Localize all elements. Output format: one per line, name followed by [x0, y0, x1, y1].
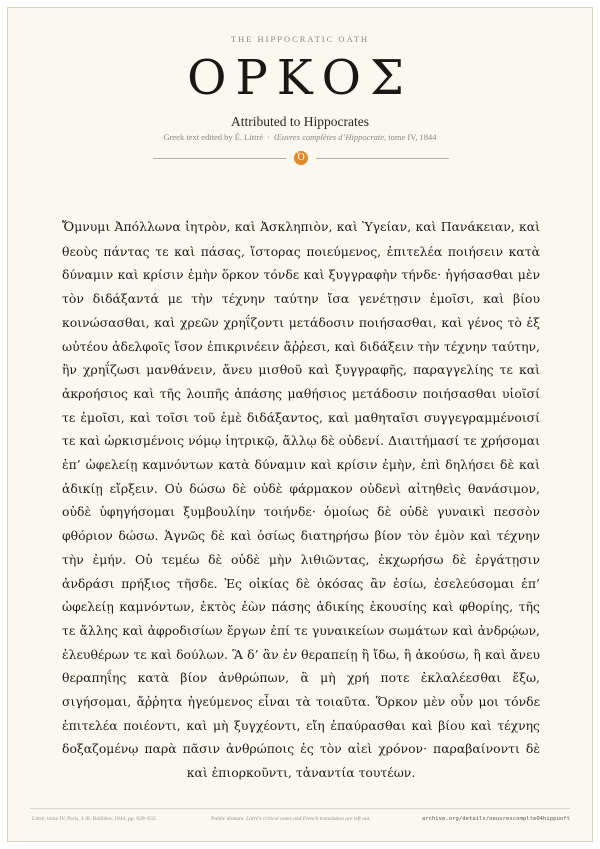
document-page: [7, 7, 593, 842]
edition-separator: ·: [267, 132, 270, 142]
edition-editor: Greek text edited by É. Littré: [163, 132, 264, 142]
footer-note: Public domain. Littré’s critical notes and French translation are left out.: [211, 816, 371, 822]
footer-source-link[interactable]: archive.org/details/oeuvrescomplte04hippuoft: [421, 816, 570, 822]
page-kicker: THE HIPPOCRATIC OATH: [230, 34, 370, 44]
page-title: ΟΡΚΟΣ: [187, 50, 413, 106]
footer-divider: [30, 808, 570, 809]
omicron-medallion-icon: Ὁ: [294, 151, 308, 165]
edition-line: [8, 132, 592, 142]
oath-text: Ὄμνυμι Ἀπόλλωνα ἰητρὸν, καὶ Ἀσκληπιὸν, καὶ Ὑγείαν, καὶ Πανάκειαν, καὶ θεοὺς πάντας τε καὶ πάσας, ἵστορας ποιεύμενος, ἐπιτελέα ποιήσειν κατὰ δύναμιν καὶ κρίσιν ἐμὴν ὅρκον τόνδε καὶ ξυγγραφὴν τήνδε· ἡγήσασθαι μὲν τὸν διδάξαντά με τὴν τέχνην ταύτην ἴσα γενέτῃσιν ἐμοῖσι, καὶ βίου κοινώσασθαι, καὶ χρεῶν χρηΐζοντι μετάδοσιν ποιήσασθαι, καὶ γένος τὸ ἐξ ωὐτέου ἀδελφοῖς ἴσον ἐπικρινέειν ἄῤῥεσι, καὶ διδάξειν τὴν τέχνην ταύτην, ἢν χρηΐζωσι μανθάνειν, ἄνευ μισθοῦ καὶ ξυγγραφῆς, παραγγελίης τε καὶ ἀκροήσιος καὶ τῆς λοιπῆς ἁπάσης μαθήσιος μετάδοσιν ποιήσασθαι υἱοῖσί τε ἐμοῖσι, καὶ τοῖσι τοῦ ἐμὲ διδάξαντος, καὶ μαθηταῖσι συγγεγραμμένοισί τε καὶ ὡρκισμένοις νόμῳ ἰητρικῷ, ἄλλῳ δὲ οὐδενί. Διαιτήμασί τε χρήσομαι ἐπ’ ὠφελείῃ καμνόντων κατὰ δύναμιν καὶ κρίσιν ἐμὴν, ἐπὶ δηλήσει δὲ καὶ ἀδικίῃ εἴρξειν. Οὐ δώσω δὲ οὐδὲ φάρμακον οὐδενὶ αἰτηθεὶς θανάσιμον, οὐδὲ ὑφηγήσομαι ξυμβουλίην τοιήνδε· ὁμοίως δὲ οὐδὲ γυναικὶ πεσσὸν φθόριον δώσω. Ἁγνῶς δὲ καὶ ὁσίως διατηρήσω βίον τὸν ἐμὸν καὶ τέχνην τὴν ἐμήν. Οὐ τεμέω δὲ οὐδὲ μὴν λιθιῶντας, ἐκχωρήσω δὲ ἐργάτῃσιν ἀνδράσι πρήξιος τῆσδε. Ἐς οἰκίας δὲ ὁκόσας ἂν ἐσίω, ἐσελεύσομαι ἐπ’ ὠφελείῃ καμνόντων, ἐκτὸς ἐὼν πάσης ἀδικίης ἑκουσίης καὶ φθορίης, τῆς τε ἄλλης καὶ ἀφροδισίων ἔργων ἐπί τε γυναικείων σωμάτων καὶ ἀνδρῴων, ἐλευθέρων τε καὶ δούλων. Ἃ δ’ ἂν ἐν θεραπείῃ ἢ ἴδω, ἢ ἀκούσω, ἢ καὶ ἄνευ θεραπηΐης κατὰ βίον ἀνθρώπων, ἃ μὴ χρή ποτε ἐκλαλέεσθαι ἔξω, σιγήσομαι, ἄῤῥητα ἡγεύμενος εἶναι τὰ τοιαῦτα. Ὅρκον μὲν οὖν μοι τόνδε ἐπιτελέα ποιέοντι, καὶ μὴ ξυγχέοντι, εἴη ἐπαύρασθαι καὶ βίου καὶ τέχνης δοξαζομένῳ παρὰ πᾶσιν ἀνθρώποις ἐς τὸν αἰεὶ χρόνον· παραβαίνοντι δὲ καὶ ἐπιορκοῦντι, τἀναντία τουτέων.: [62, 219, 540, 781]
ornamental-divider: [153, 151, 449, 165]
edition-work: Œuvres complètes d’Hippocrate,: [273, 132, 387, 142]
divider-line-right: [316, 158, 449, 159]
footer-citation: Littré, tome IV, Paris, J.-B. Baillière, 1844, pp. 628–632.: [32, 816, 158, 822]
page-subtitle: Attributed to Hippocrates: [231, 114, 369, 129]
edition-volume: tome IV, 1844: [388, 132, 437, 142]
divider-line-left: [153, 158, 286, 159]
